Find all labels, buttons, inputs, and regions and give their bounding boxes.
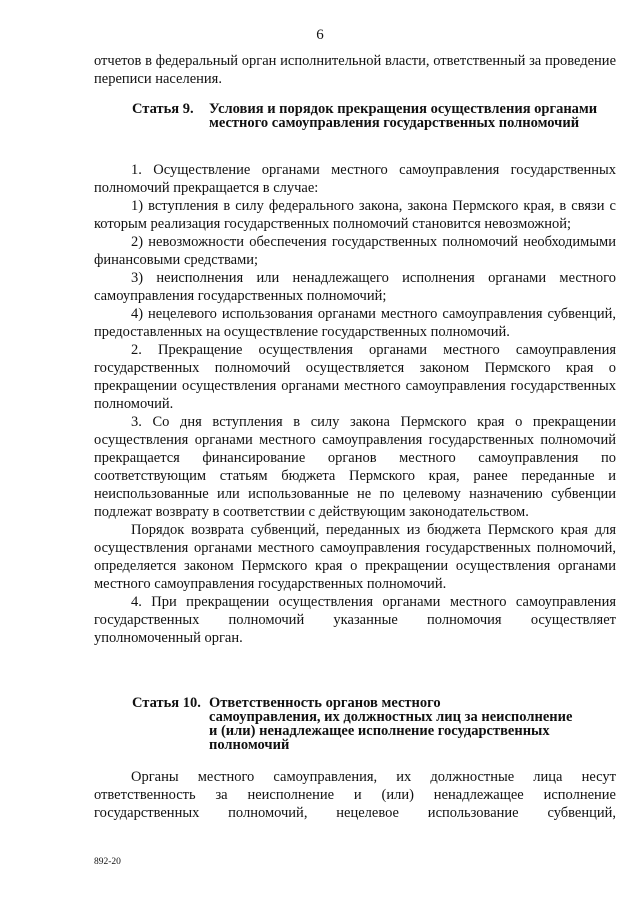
article-title-line: полномочий <box>209 737 290 753</box>
paragraph: 3. Со дня вступления в силу закона Пермского края о прекращении осуществления органами местного самоуправления государственных полномочий прекращается финансирование органов местного самоуправления по соответствующим статьям бюджета Пермского края, ранее переданные и неиспользованные или использованные не по целевому назначению субвенции подлежат возврату в соответствии с действующим законодательством. <box>94 414 616 520</box>
article-label: Статья 10. <box>132 695 201 711</box>
article-9-heading <box>94 102 616 146</box>
paragraph: 3) неисполнения или ненадлежащего исполнения органами местного самоуправления государственных полномочий; <box>94 270 616 304</box>
page-number: 6 <box>316 27 324 43</box>
paragraph: отчетов в федеральный орган исполнительной власти, ответственный за проведение переписи населения. <box>94 53 616 87</box>
article-title: Условия и порядок прекращения осуществления органами местного самоуправления государственных полномочий <box>209 101 598 131</box>
article-10-heading <box>94 696 616 756</box>
article-title-line: и (или) ненадлежащее исполнение государственных <box>209 723 550 739</box>
article-label: Статья 9. <box>132 101 194 117</box>
paragraph: Порядок возврата субвенций, переданных из бюджета Пермского края для осуществления органами местного самоуправления государственных полномочий, определяется законом Пермского края о прекращении осуществления органами местного самоуправления государственных полномочий. <box>94 522 616 592</box>
article-10-body <box>94 768 616 822</box>
article-9-body <box>94 161 616 647</box>
paragraph: 2. Прекращение осуществления органами местного самоуправления государственных полномочий осуществляется законом Пермского края о прекращении осуществления органами местного самоуправления государственных полномочий. <box>94 342 616 412</box>
article-title <box>209 696 619 752</box>
paragraph: 4) нецелевого использования органами местного самоуправления субвенций, предоставленных на осуществление государственных полномочий. <box>94 306 616 340</box>
paragraph: 4. При прекращении осуществления органами местного самоуправления государственных полномочий указанные полномочия осуществляет уполномоченный орган. <box>94 594 616 646</box>
footer-document-code: 892-20 <box>94 857 121 867</box>
paragraph: Органы местного самоуправления, их должностные лица несут ответственность за неисполнение и (или) ненадлежащее исполнение государственных полномочий, нецелевое использование субвенций, <box>94 769 616 821</box>
continuation-text <box>94 52 616 88</box>
paragraph: 1. Осуществление органами местного самоуправления государственных полномочий прекращается в случае: <box>94 162 616 196</box>
article-title-line: самоуправления, их должностных лиц за неисполнение <box>209 709 573 725</box>
paragraph: 1) вступления в силу федерального закона, закона Пермского края, в связи с которым реализация государственных полномочий становится невозможной; <box>94 198 616 232</box>
paragraph: 2) невозможности обеспечения государственных полномочий необходимыми финансовыми средствами; <box>94 234 616 268</box>
article-title-line: Ответственность органов местного <box>209 695 441 711</box>
